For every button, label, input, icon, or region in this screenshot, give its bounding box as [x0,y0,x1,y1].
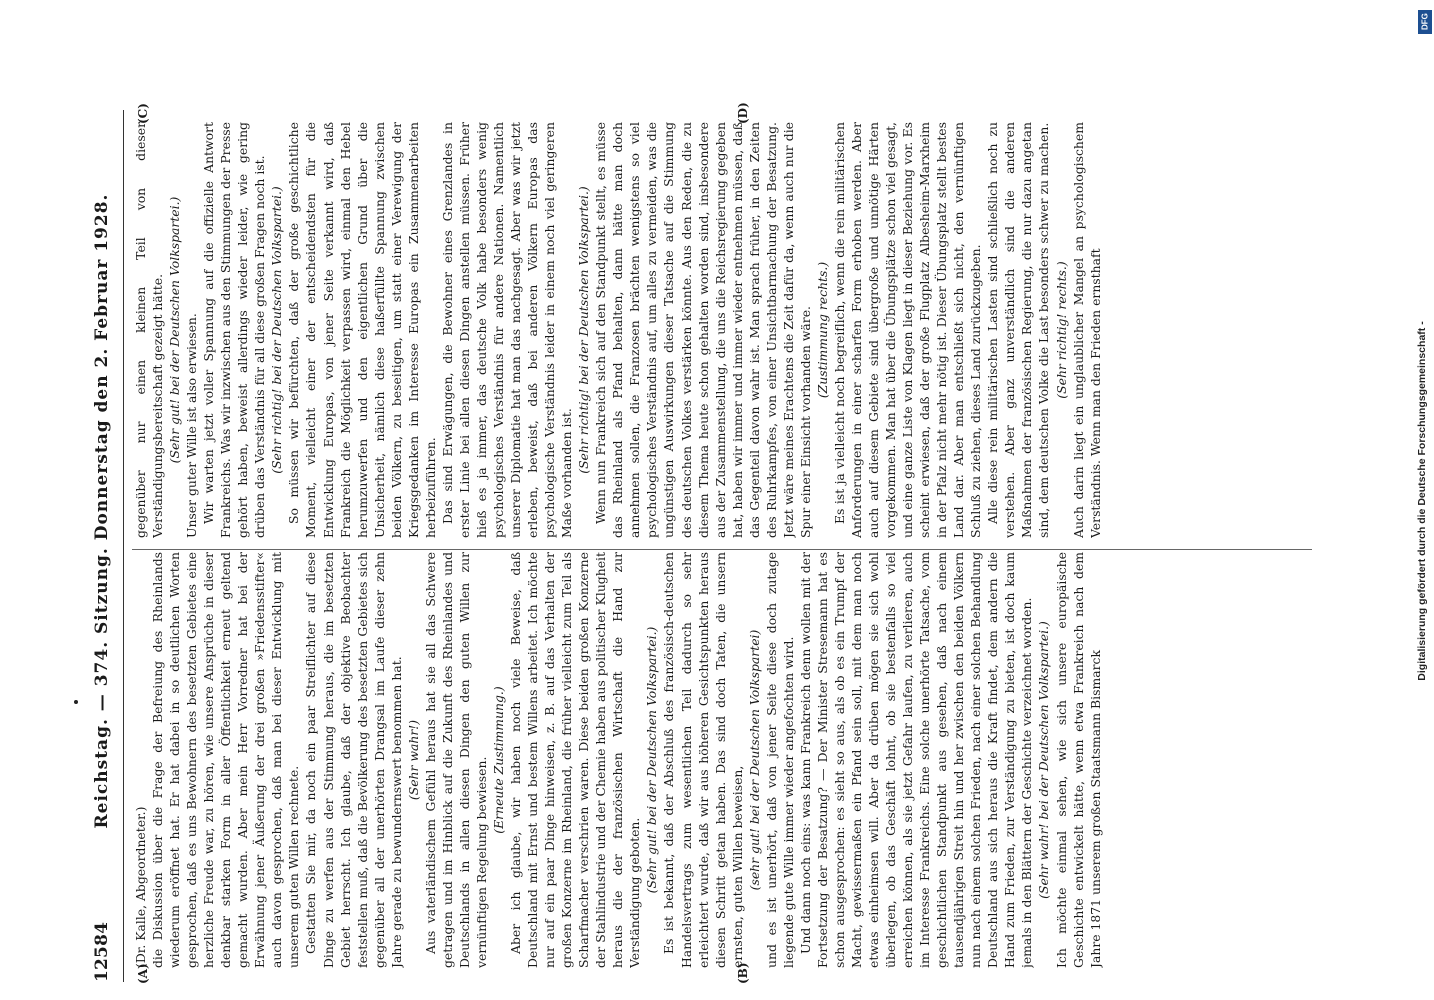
interjection: (Sehr gut! bei der Deutschen Volkspartei.) [644,626,660,894]
paragraph: Unser guter Wille ist also erwiesen. [184,313,200,538]
paragraph: Gestatten Sie mir, da noch ein paar Streiflichter auf diese Dinge zu werfen aus der Stimmung heraus, die im besetzten Gebiet herrscht. Ich glaube, daß der objektive Beobachter feststellen muß, daß die Bevölkerung des besetzten Gebietes sich gegenüber all der unerhörten Drangsal im Laufe dieser zehn Jahre gerade zu bewundernswert benommen hat. [303,552,404,968]
interjection: (Sehr wahr! bei der Deutschen Volkspartei.) [1036,621,1052,899]
page-header [92,110,122,982]
page-title: Reichstag. — 374. Sitzung. Donnerstag den 2. Februar 1928. [92,193,112,829]
interjection: (Sehr richtig! bei der Deutschen Volkspartei.) [269,186,285,474]
paragraph: Das sind Erwägungen, die Bewohner eines Grenzlandes in erster Linie bei allen diesen Dingen anstellen müssen. Früher hieß es ja immer, das deutsche Volk habe besonders wenig psychologisches Verständnis für andere Nationen. Namentlich unserer Diplomatie hat man das nachgesagt. Aber was wir jetzt erleben, beweist, daß bei anderen Völkern Europas das psychologische Verständnis leider in einem noch viel geringeren Maße vorhanden ist. [439,122,575,538]
dfg-logo: DFG [1418,10,1432,34]
rotated-page [92,102,1320,984]
page-number: 12584 [92,921,112,982]
paragraph: (Dr. Kalle, Abgeordneter.) [133,806,148,968]
digitization-credit: Digitalisierung gefördert durch die Deutsche Forschungsgemeinschaft - [1416,321,1428,681]
margin-marker-d: (D) [736,102,750,124]
paragraph: und es ist unerhört, daß von jener Seite diese doch zutage liegende gute Wille immer wieder angefochten wird. [763,552,796,968]
interjection: (Sehr gut! bei der Deutschen Volkspartei.) [167,196,183,464]
paragraph: Auch darin liegt ein unglaublicher Mangel an psychologischem Verständnis. Wenn man den Frieden ernsthaft [1070,122,1103,538]
interjection: (Sehr richtig! bei der Deutschen Volkspartei.) [576,186,592,474]
margin-marker-a: (A) [136,963,150,984]
interjection: (sehr gut! bei der Deutschen Volkspartei) [746,629,762,891]
interjection: (Sehr richtig! rechts.) [1053,261,1069,399]
paragraph: Es ist ja vielleicht noch begreiflich, wenn die rein militärischen Anforderungen in einer scharfen Form erhoben werden. Aber auch auf diesem Gebiete sind übergroße und unnötige Härten vorgekommen. Man hat über die Übungsplätze schon viel gesagt, und eine ganze Liste von Klagen liegt in dieser Beziehung vor. Es scheint erwiesen, daß der große Flugplatz Albesheim-Marxheim in der Pfalz nicht mehr nötig ist. Dieser Übungsplatz stellt bestes Land dar. Aber man entschließt sich nicht, den vernünftigen Schluß zu ziehen, dieses Land zurückzugeben. [831,122,984,538]
margin-marker-c: (C) [136,103,150,124]
interjection: (Sehr wahr!) [405,719,421,801]
left-column [132,552,1312,968]
paragraph: So müssen wir befürchten, daß der große geschichtliche Moment, vielleicht einer der entscheidendsten für die Entwicklung Europas, von jener Seite verkannt wird, daß Frankreich die Möglichkeit verpassen wird, einmal den Hebel herumzuwerfen und den eigentlichen Grund über die Unsicherheit, nämlich diese haßerfüllte Spannung zwischen beiden Völkern, zu beseitigen, um statt einer Verewigung der Kriegsgedanken im Interesse Europas ein Zusammenarbeiten herbeizuführen. [286,122,438,538]
interjection: (Erneute Zustimmung.) [490,686,506,834]
margin-marker-b: (B) [736,962,750,984]
paragraph: Alle diese rein militärischen Lasten sind schließlich noch zu verstehen. Aber ganz unverständlich sind die anderen Maßnahmen der französischen Regierung, die nur dazu angetan sind, dem deutschen Volke die Last besonders schwer zu machen. [985,122,1052,538]
column-separator [132,549,1312,550]
paragraph: Und dann noch eins: was kann Frankreich denn wollen mit der Fortsetzung der Besatzung? — Der Minister Stresemann hat es schon ausgesprochen: es sieht so aus, als ob es ein Trumpf der Macht, gewissermaßen ein Pfand sein soll, mit dem man noch etwas einheimsen will. Aber da drüben mögen sie sich wohl überlegen, ob das Geschäft lohnt, ob sie bestenfalls so viel erreichen können, als sie jetzt Gefahr laufen, zu verlieren, auch im Interesse Frankreichs. Eine solche unerhörte Tatsache, vom geschichtlichen Standpunkt aus gesehen, daß nach einem tausendjährigen Streit hin und her zwischen den beiden Völkern nun nach einem solchen Frieden, nach einer solchen Behandlung Deutschland aus sich heraus die Kraft findet, dem andern die Hand zum Frieden, zur Verständigung zu bieten, ist doch kaum jemals in den Blättern der Geschichte verzeichnet worden. [797,552,1035,968]
paragraph: Aus vaterländischem Gefühl heraus hat sie all das Schwere getragen und im Hinblick auf die Zukunft des Rheinlandes und Deutschlands in allen diesen Dingen den guten Willen zur vernünftigen Regelung bewiesen. [422,552,489,968]
interjection: (Zustimmung rechts.) [814,261,830,399]
paragraph: Aber ich glaube, wir haben noch viele Beweise, daß Deutschland mit Ernst und bestem Willens arbeitet. Ich möchte nur auf ein paar Dinge hinweisen, z. B. auf das Verhalten der großen Konzerne im Rheinland, die früher vielleicht zum Teil als Scharfmacher verschrien waren. Diese beiden großen Konzerne der Stahlindustrie und der Chemie haben aus politischer Klugheit heraus die der französischen Wirtschaft die Hand zur Verständigung geboten. [508,552,643,968]
paragraph: gegenüber nur einen kleinen Teil von dieser Verständigungsbereitschaft gezeigt hätte. [133,122,166,538]
header-rule [123,110,124,982]
paragraph: Es ist bekannt, daß der Abschluß des französisch-deutschen Handelsvertrags zum wesentlichen Teil dadurch so sehr erleichtert wurde, daß wir aus höheren Gesichtspunkten heraus diesen Schritt getan haben. Das sind doch Taten, die unsern ernsten, guten Willen beweisen, [661,552,745,968]
paragraph: Wir warten jetzt voller Spannung auf die offizielle Antwort Frankreichs. Was wir inzwischen aus den Stimmungen der Presse gehört haben, beweist allerdings wieder leider, wie gering drüben das Verständnis für all diese großen Fragen noch ist. [201,122,268,538]
paragraph: die Diskussion über die Frage der Befreiung des Rheinlands wiederum eröffnet hat. Er hat dabei in so deutlichen Worten gesprochen, daß es uns Bewohnern des besetzten Gebietes eine herzliche Freude war, zu hören, wie unsere Ansprüche in dieser denkbar starken Form in aller Öffentlichkeit erneut geltend gemacht wurden. Aber mein Herr Vorredner hat bei der Erwähnung jener Äußerung der drei großen »Friedensstifter« auch davon gesprochen, daß man bei dieser Entwicklung mit unserem guten Willen rechnete. [150,552,302,968]
paragraph: Wenn nun Frankreich sich auf den Standpunkt stellt, es müsse das Rheinland als Pfand behalten, dann hätte man doch annehmen sollen, die Franzosen brächten wenigstens so viel psychologisches Verständnis auf, um alles zu vermeiden, was die ungünstigen Auswirkungen dieser Tatsache auf die Stimmung des deutschen Volkes verstärken könnte. Aus den Reden, die zu diesem Thema heute schon gehalten worden sind, insbesondere aus der Zusammenstellung, die uns die Reichsregierung gegeben hat, haben wir immer und immer wieder entnehmen müssen, daß das Gegenteil davon wahr ist. Man sprach früher, in den Zeiten des Ruhrkampfes, von einer Unsichtbarmachung der Besatzung. Jetzt wäre meines Erachtens die Zeit dafür da, wenn auch nur die Spur einer Einsicht vorhanden wäre. [593,122,813,538]
ink-speck [74,700,78,704]
right-column [132,122,1312,538]
paragraph: Ich möchte einmal sehen, wie sich unsere europäische Geschichte entwickelt hätte, wenn etwa Frankreich nach dem Jahre 1871 unserem großen Staatsmann Bismarck [1053,552,1103,968]
